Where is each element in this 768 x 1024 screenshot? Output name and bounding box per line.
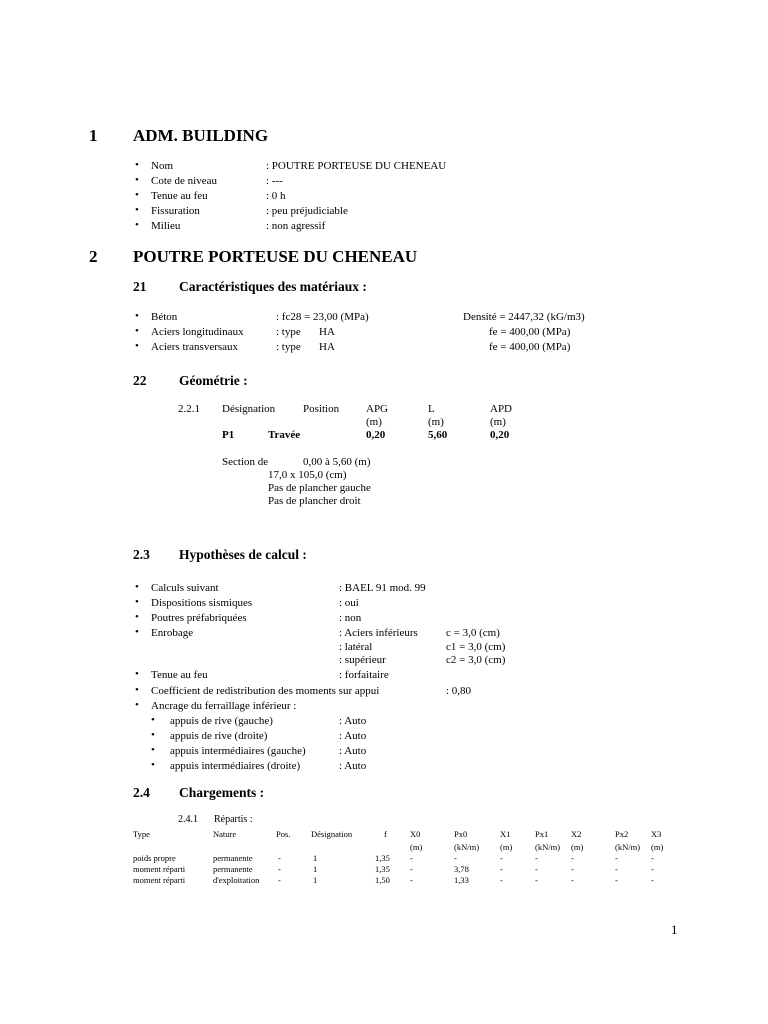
loads-unit: (m) [500, 842, 513, 852]
hypothesis-label: Poutres préfabriquées [151, 612, 247, 624]
cell: - [615, 853, 618, 863]
loads-header-pos: Pos. [276, 829, 291, 839]
cell: - [615, 864, 618, 874]
list-value: : 0 h [266, 190, 286, 202]
cell: - [500, 875, 503, 885]
material-label: Aciers transversaux [151, 341, 239, 353]
list-label: Cote de niveau [151, 175, 217, 187]
section-23-number: 2.3 [133, 547, 150, 562]
loads-header-px0: Px0 [454, 829, 468, 839]
bullet: • [135, 684, 139, 696]
list-value: : --- [266, 175, 283, 187]
loads-subsection-title: Répartis : [214, 814, 253, 825]
ancrage-item-label: appuis intermédiaires (gauche) [170, 745, 306, 757]
section-dimensions: 17,0 x 105,0 (cm) [268, 469, 347, 481]
material-density: Densité = 2447,32 (kG/m3) [463, 311, 585, 323]
list-value: : non agressif [266, 220, 326, 232]
cell: 3,78 [454, 864, 469, 874]
loads-header-x0: X0 [410, 829, 421, 839]
bullet: • [135, 174, 139, 186]
section-22-title: Géométrie : [179, 373, 248, 388]
list-label: Tenue au feu [151, 190, 208, 202]
geometry-subsection-number: 2.2.1 [178, 403, 200, 415]
hypothesis-label: Tenue au feu [151, 669, 208, 681]
cell: - [535, 864, 538, 874]
loads-header-nature: Nature [213, 829, 237, 839]
bullet: • [135, 325, 139, 337]
geometry-row-designation: P1 [222, 429, 235, 441]
cell: permanente [213, 864, 253, 874]
bullet: • [135, 159, 139, 171]
material-type: : type [276, 341, 301, 353]
plancher-droit: Pas de plancher droit [268, 495, 361, 507]
cell: 1 [313, 853, 318, 863]
loads-header-px1: Px1 [535, 829, 549, 839]
loads-header-x1: X1 [500, 829, 511, 839]
enrobage-superieur-value: c2 = 3,0 (cm) [446, 654, 506, 666]
hypothesis-value: : Aciers inférieurs [339, 627, 418, 639]
cell: - [410, 853, 413, 863]
geometry-unit-apg: (m) [366, 416, 382, 428]
cell: 1 [313, 875, 318, 885]
section-1-number: 1 [89, 126, 98, 145]
bullet: • [135, 340, 139, 352]
bullet: • [135, 204, 139, 216]
loads-unit: (m) [410, 842, 423, 852]
hypothesis-label: Calculs suivant [151, 582, 219, 594]
loads-header-designation: Désignation [311, 829, 353, 839]
cell: - [651, 875, 654, 885]
ancrage-label: Ancrage du ferraillage inférieur : [151, 700, 297, 712]
ancrage-item-label: appuis de rive (gauche) [170, 715, 273, 727]
hypothesis-value: : oui [339, 597, 359, 609]
cell: permanente [213, 853, 253, 863]
hypothesis-label: Enrobage [151, 627, 194, 639]
geometry-row-apd: 0,20 [490, 429, 510, 441]
material-type-value: HA [319, 326, 335, 338]
cell: - [571, 875, 574, 885]
cell: - [651, 864, 654, 874]
cell: 1,35 [375, 853, 390, 863]
geometry-row-apg: 0,20 [366, 429, 386, 441]
enrobage-lateral: : latéral [339, 641, 373, 653]
list-value: : peu préjudiciable [266, 205, 348, 217]
cell: moment réparti [133, 875, 186, 885]
geometry-header-position: Position [303, 403, 340, 415]
section-1-title: ADM. BUILDING [133, 126, 269, 145]
list-label: Fissuration [151, 205, 200, 217]
cell: 1 [313, 864, 318, 874]
cell: - [500, 864, 503, 874]
geometry-header-designation: Désignation [222, 403, 276, 415]
cell: - [615, 875, 618, 885]
bullet: • [135, 596, 139, 608]
section-2-number: 2 [89, 247, 98, 266]
cell: - [535, 853, 538, 863]
section-21-title: Caractéristiques des matériaux : [179, 279, 367, 294]
loads-unit: (m) [651, 842, 664, 852]
page-number: 1 [671, 922, 678, 937]
cell: - [651, 853, 654, 863]
section-24-title: Chargements : [179, 785, 265, 800]
coefficient-label: Coefficient de redistribution des moments sur appui [151, 685, 380, 697]
material-fe: fe = 400,00 (MPa) [489, 341, 571, 353]
material-label: Aciers longitudinaux [151, 326, 244, 338]
material-label: Béton [151, 311, 178, 323]
cell: - [454, 853, 457, 863]
loads-unit: (kN/m) [454, 842, 480, 852]
loads-header-x2: X2 [571, 829, 582, 839]
coefficient-value: : 0,80 [446, 685, 472, 697]
loads-header-type: Type [133, 829, 150, 839]
ancrage-item-label: appuis de rive (droite) [170, 730, 268, 742]
loads-unit: (kN/m) [535, 842, 561, 852]
loads-header-px2: Px2 [615, 829, 629, 839]
geometry-row-position: Travée [268, 429, 301, 441]
ancrage-item-value: : Auto [339, 745, 367, 757]
material-type-value: HA [319, 341, 335, 353]
geometry-unit-l: (m) [428, 416, 444, 428]
enrobage-superieur: : supérieur [339, 654, 386, 666]
cell: - [571, 864, 574, 874]
list-label: Milieu [151, 220, 181, 232]
loads-header-x3: X3 [651, 829, 662, 839]
cell: - [278, 864, 281, 874]
bullet: • [151, 759, 155, 771]
material-fe: fe = 400,00 (MPa) [489, 326, 571, 338]
loads-unit: (kN/m) [615, 842, 641, 852]
hypothesis-label: Dispositions sismiques [151, 597, 253, 609]
loads-subsection-number: 2.4.1 [178, 814, 198, 825]
material-type: : type [276, 326, 301, 338]
cell: moment réparti [133, 864, 186, 874]
bullet: • [135, 626, 139, 638]
material-value: : fc28 = 23,00 (MPa) [276, 311, 369, 323]
geometry-header-apg: APG [366, 403, 389, 415]
geometry-unit-apd: (m) [490, 416, 506, 428]
section-label: Section de [222, 456, 269, 468]
section-range: 0,00 à 5,60 (m) [303, 456, 371, 468]
bullet: • [135, 699, 139, 711]
cell: poids propre [133, 853, 176, 863]
bullet: • [135, 668, 139, 680]
plancher-gauche: Pas de plancher gauche [268, 482, 371, 494]
cell: - [410, 875, 413, 885]
section-23-title: Hypothèses de calcul : [179, 547, 307, 562]
section-2-title: POUTRE PORTEUSE DU CHENEAU [133, 247, 418, 266]
cell: - [500, 853, 503, 863]
ancrage-item-label: appuis intermédiaires (droite) [170, 760, 301, 772]
bullet: • [135, 611, 139, 623]
section-21-number: 21 [133, 279, 147, 294]
enrobage-lateral-value: c1 = 3,0 (cm) [446, 641, 506, 653]
cell: - [535, 875, 538, 885]
cell: - [410, 864, 413, 874]
bullet: • [135, 310, 139, 322]
bullet: • [151, 714, 155, 726]
cell: d'exploitation [213, 875, 260, 885]
list-value: : POUTRE PORTEUSE DU CHENEAU [266, 160, 447, 172]
geometry-header-apd: APD [490, 403, 513, 415]
bullet: • [151, 744, 155, 756]
cell: 1,50 [375, 875, 390, 885]
cell: - [278, 875, 281, 885]
bullet: • [151, 729, 155, 741]
hypothesis-value: : BAEL 91 mod. 99 [339, 582, 426, 594]
list-label: Nom [151, 160, 173, 172]
cell: - [278, 853, 281, 863]
geometry-header-l: L [428, 403, 435, 415]
bullet: • [135, 581, 139, 593]
loads-header-f: f [384, 829, 387, 839]
hypothesis-extra: c = 3,0 (cm) [446, 627, 500, 639]
ancrage-item-value: : Auto [339, 715, 367, 727]
section-22-number: 22 [133, 373, 147, 388]
hypothesis-value: : forfaitaire [339, 669, 389, 681]
section-24-number: 2.4 [133, 785, 150, 800]
bullet: • [135, 219, 139, 231]
bullet: • [135, 189, 139, 201]
ancrage-item-value: : Auto [339, 730, 367, 742]
cell: 1,33 [454, 875, 469, 885]
hypothesis-value: : non [339, 612, 362, 624]
cell: 1,35 [375, 864, 390, 874]
ancrage-item-value: : Auto [339, 760, 367, 772]
loads-unit: (m) [571, 842, 584, 852]
cell: - [571, 853, 574, 863]
geometry-row-l: 5,60 [428, 429, 448, 441]
